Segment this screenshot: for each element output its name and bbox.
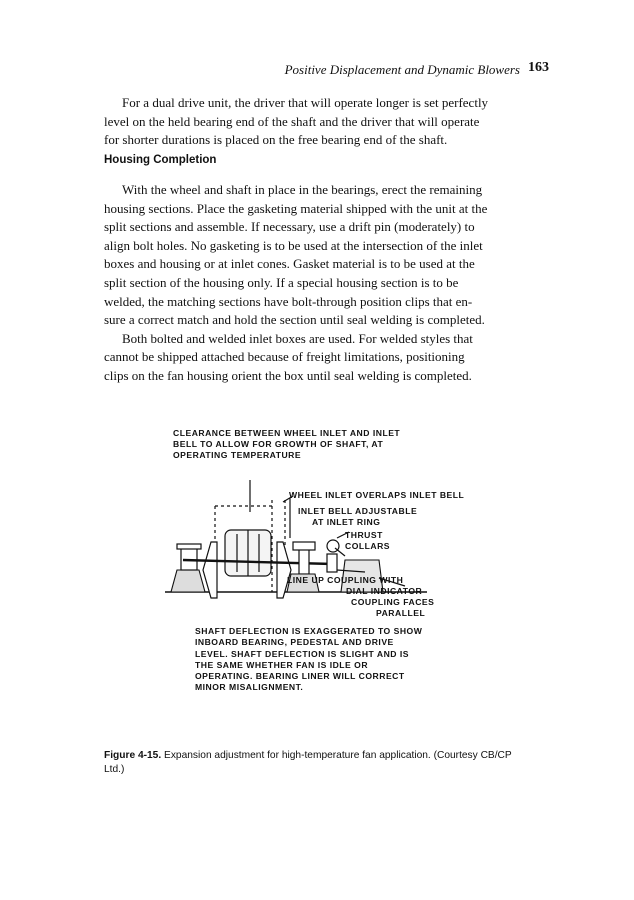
paragraph-line: sure a correct match and hold the section until seal welding is completed. [104,312,485,328]
caption-text: Expansion adjustment for high-temperature fan application. (Courtesy CB/CP Ltd.) [104,750,512,775]
paragraph-line: housing sections. Place the gasketing material shipped with the unit at the [104,200,488,216]
label-coupling-faces: COUPLING FACES [351,597,435,607]
note-line: THE SAME WHETHER FAN IS IDLE OR [195,659,369,670]
label-line-up-coupling: LINE UP COUPLING WITH [287,575,404,585]
label-clearance [173,428,400,461]
label-inlet-bell [298,506,417,528]
figure-note [195,626,465,694]
paragraph-line: clips on the fan housing orient the box until seal welding is completed. [104,367,472,383]
page-number: 163 [528,60,549,75]
fan-alignment-figure [165,420,485,720]
paragraph-line: boxes and housing or at inlet cones. Gasket material is to be used at the [104,256,475,272]
paragraph-line: split sections and assemble. If necessary, use a drift pin (moderately) to [104,219,475,235]
note-line: INBOARD BEARING, PEDESTAL AND DRIVE [195,637,394,648]
coupling [327,554,337,572]
paragraph-housing-completion [104,181,524,386]
note-line: MINOR MISALIGNMENT. [195,682,304,693]
left-pedestal [171,570,205,592]
figure-caption [104,749,528,776]
left-bearing-cap [177,544,201,549]
paragraph-line: for shorter durations is placed on the free bearing end of the shaft. [104,132,448,148]
paragraph-line: level on the held bearing end of the shaft and the driver that will operate [104,113,480,129]
right-bearing [293,542,315,550]
thrust-collar [299,548,309,574]
label-line: COLLARS [345,541,391,551]
label-parallel: PARALLEL [376,608,426,618]
label-thrust-collars [345,530,390,552]
label-line: BELL TO ALLOW FOR GROWTH OF SHAFT, AT [173,439,384,449]
figure-number: Figure 4-15. [104,750,162,761]
section-heading: Housing Completion [104,154,217,166]
note-line: SHAFT DEFLECTION IS EXAGGERATED TO SHOW [195,626,423,636]
note-line: LEVEL. SHAFT DEFLECTION IS SLIGHT AND IS [195,648,410,659]
paragraph-dual-drive [104,94,524,150]
label-wheel-inlet: WHEEL INLET OVERLAPS INLET BELL [289,490,465,500]
label-line: CLEARANCE BETWEEN WHEEL INLET AND INLET [173,428,401,438]
label-line: OPERATING TEMPERATURE [173,450,302,460]
inlet-bell-left [203,542,217,598]
paragraph-line: Both bolted and welded inlet boxes are used. For welded styles that [122,330,473,346]
paragraph-line: welded, the matching sections have bolt-through position clips that en- [104,293,473,309]
label-line: THRUST [345,530,383,540]
label-line: AT INLET RING [312,517,381,527]
running-head: Positive Displacement and Dynamic Blowers [284,62,520,77]
label-dial-indicator: DIAL INDICATOR [346,586,423,596]
label-line: INLET BELL ADJUSTABLE [298,506,418,516]
paragraph-line: align bolt holes. No gasketing is to be used at the intersection of the inlet [104,237,483,253]
paragraph-line: cannot be shipped attached because of freight limitations, positioning [104,349,465,365]
paragraph-line: With the wheel and shaft in place in the bearings, erect the remaining [122,182,483,197]
paragraph-line: For a dual drive unit, the driver that will operate longer is set perfectly [122,95,489,110]
note-line: OPERATING. BEARING LINER WILL CORRECT [195,671,405,682]
paragraph-line: split section of the housing only. If a special housing section is to be [104,274,459,290]
